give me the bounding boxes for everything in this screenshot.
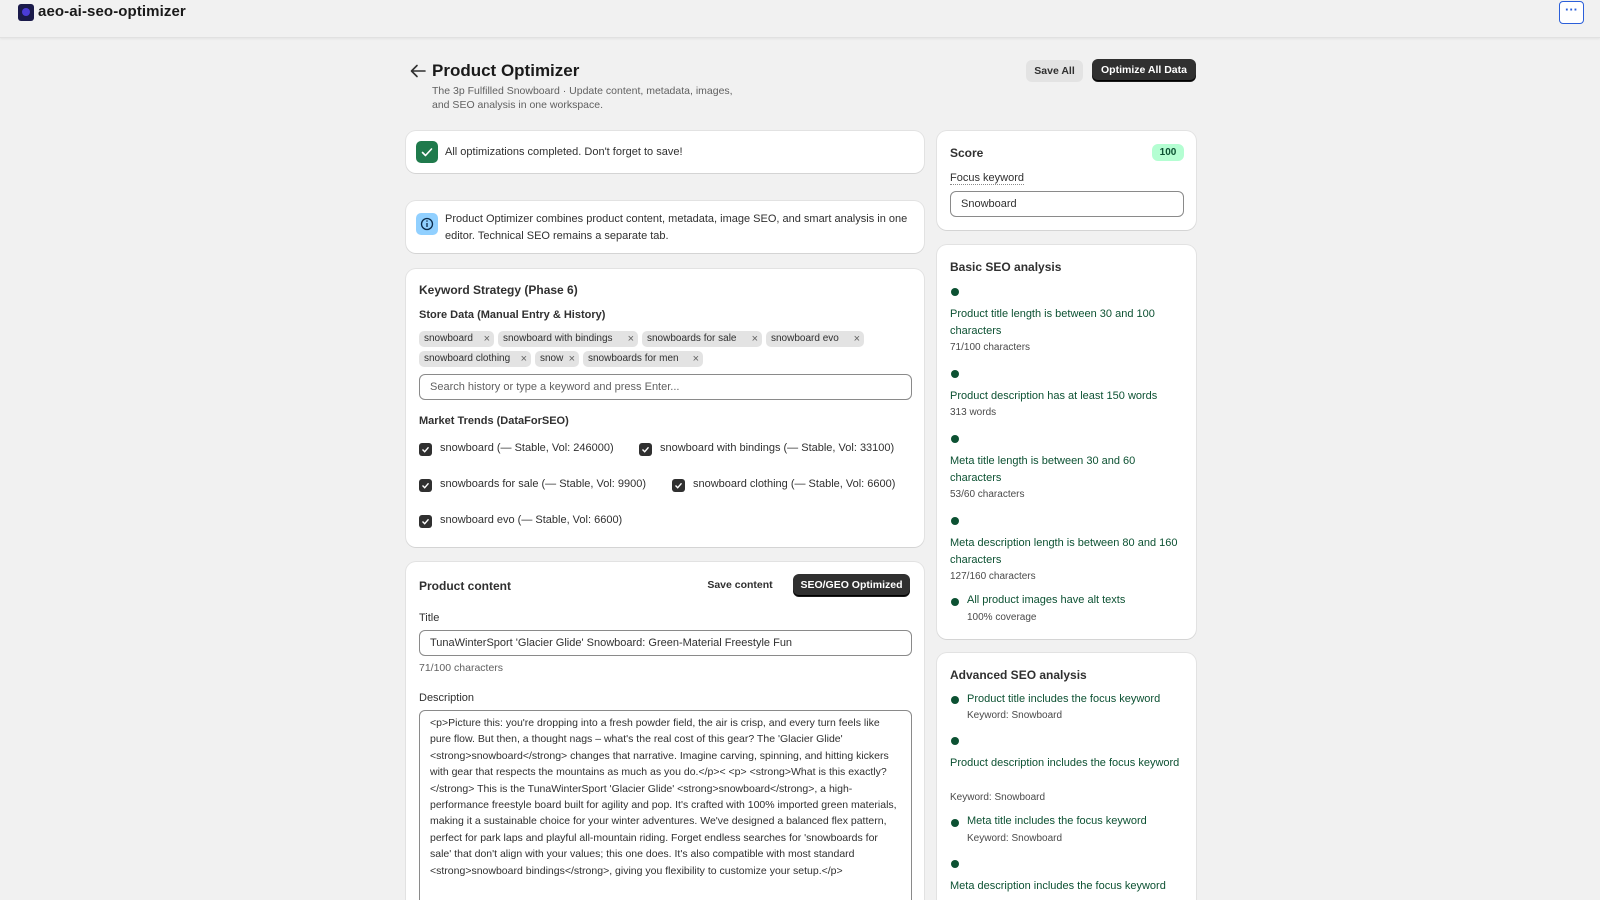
optimize-all-data-button[interactable]: Optimize All Data xyxy=(1092,59,1196,81)
keyword-strategy-card xyxy=(406,269,924,547)
app-name: aeo-ai-seo-optimizer xyxy=(38,3,186,20)
pass-status-icon xyxy=(951,435,959,443)
product-content-card xyxy=(406,562,924,900)
seo-check-detail: 100% coverage xyxy=(967,612,1037,623)
score-card xyxy=(937,131,1196,230)
seo-check-detail: 127/160 characters xyxy=(950,571,1036,582)
back-arrow-icon[interactable] xyxy=(410,64,426,78)
title-input[interactable]: TunaWinterSport 'Glacier Glide' Snowboard: Green-Material Freestyle Fun xyxy=(419,630,912,656)
pass-status-icon xyxy=(951,819,959,827)
seo-check-title: Meta description includes the focus keyword xyxy=(950,880,1166,892)
save-content-button[interactable]: Save content xyxy=(707,579,773,591)
trend-label: snowboard evo (— Stable, Vol: 6600) xyxy=(440,514,623,526)
score-title: Score xyxy=(950,146,984,160)
focus-keyword-label: Focus keyword xyxy=(950,172,1024,184)
trend-checkbox[interactable] xyxy=(419,515,432,528)
app-logo-icon xyxy=(18,4,34,21)
seo-check-title: Meta description length is between 80 and 160 characters xyxy=(950,537,1178,566)
keyword-chip: snowboards for sale × xyxy=(642,331,762,347)
seo-check-title: Meta title length is between 30 and 60 characters xyxy=(950,455,1136,484)
trend-checkbox[interactable] xyxy=(672,479,685,492)
keyword-chip: snowboard evo × xyxy=(766,331,864,347)
pass-status-icon xyxy=(951,288,959,296)
keyword-chip: snowboard with bindings × xyxy=(498,331,638,347)
trend-label: snowboard (— Stable, Vol: 246000) xyxy=(440,442,614,454)
remove-chip-icon[interactable]: × xyxy=(568,353,575,365)
market-trends-title: Market Trends (DataForSEO) xyxy=(419,415,569,427)
success-banner xyxy=(406,131,924,173)
remove-chip-icon[interactable]: × xyxy=(692,353,699,365)
product-content-title: Product content xyxy=(419,579,511,593)
seo-check-detail: Keyword: Snowboard xyxy=(967,833,1063,844)
pass-status-icon xyxy=(951,517,959,525)
remove-chip-icon[interactable]: × xyxy=(483,333,490,345)
seo-check-title: Meta title includes the focus keyword xyxy=(967,815,1147,827)
seo-geo-optimized-button[interactable]: SEO/GEO Optimized xyxy=(793,574,910,596)
remove-chip-icon[interactable]: × xyxy=(627,333,634,345)
advanced-seo-card xyxy=(937,653,1196,900)
seo-check-detail: Keyword: Snowboard xyxy=(950,792,1046,803)
info-banner xyxy=(406,201,924,253)
keyword-chip: snowboard clothing × xyxy=(419,351,531,367)
description-field-label: Description xyxy=(419,692,475,704)
trend-checkbox[interactable] xyxy=(419,443,432,456)
more-actions-button[interactable]: ··· xyxy=(1559,1,1584,24)
page-title: Product Optimizer xyxy=(432,61,580,80)
pass-status-icon xyxy=(951,696,959,704)
seo-check-title: Product description includes the focus keyword xyxy=(950,757,1180,769)
keyword-chip: snowboard × xyxy=(419,331,494,347)
seo-check-detail: 71/100 characters xyxy=(950,342,1031,353)
remove-chip-icon[interactable]: × xyxy=(853,333,860,345)
keyword-chip: snow × xyxy=(535,351,579,367)
seo-check-detail: 53/60 characters xyxy=(950,489,1025,500)
keyword-chip: snowboards for men × xyxy=(583,351,703,367)
trend-label: snowboard clothing (— Stable, Vol: 6600) xyxy=(693,478,896,490)
seo-check-title: Product title includes the focus keyword xyxy=(967,693,1161,705)
save-all-button[interactable]: Save All xyxy=(1026,60,1083,82)
pass-status-icon xyxy=(951,598,959,606)
basic-seo-card xyxy=(937,245,1196,639)
info-icon xyxy=(416,213,438,235)
seo-check-detail: Keyword: Snowboard xyxy=(967,710,1063,721)
focus-keyword-input[interactable]: Snowboard xyxy=(950,191,1184,217)
pass-status-icon xyxy=(951,860,959,868)
trend-checkbox[interactable] xyxy=(639,443,652,456)
title-char-count: 71/100 characters xyxy=(419,662,504,674)
trend-label: snowboards for sale (— Stable, Vol: 9900) xyxy=(440,478,647,490)
page-subtitle: The 3p Fulfilled Snowboard · Update content, metadata, images, and SEO analysis in one workspace. xyxy=(432,85,733,111)
success-message: All optimizations completed. Don't forget to save! xyxy=(445,146,683,158)
title-field-label: Title xyxy=(419,612,440,624)
score-badge: 100 xyxy=(1152,144,1184,161)
app-top-bar xyxy=(0,0,1600,38)
remove-chip-icon[interactable]: × xyxy=(520,353,527,365)
seo-check-detail: 313 words xyxy=(950,407,997,418)
trend-label: snowboard with bindings (— Stable, Vol: 33100) xyxy=(660,442,895,454)
description-textarea[interactable]: <p>Picture this: you're dropping into a fresh powder field, the air is crisp, and every turn feels like pure flow. But then, a thought nags – what's the real cost of this gear? The 'Glacier Glide' <strong>snowboard</strong> changes that narrative. Imagine carving, spinning, and hitting kickers with gear that respects the mountains as much as you do.</p>< <p> <strong>What is this exactly?</strong> This is the TunaWinterSport 'Glacier Glide' <strong>snowboard</strong>, a high-performance freestyle board built for agility and pop. It's crafted with 100% imported green materials, making it a sustainable choice for your winter adventures. We've designed a balanced flex pattern, perfect for park laps and playful all-mountain riding. Forget endless searches for 'snowboards for sale' that don't align with your values; this one does. It's also compatible with most standard <strong>snowboard bindings</strong>, giving you flexibility to customize your setup.</p> xyxy=(419,710,912,900)
basic-seo-title: Basic SEO analysis xyxy=(950,260,1062,274)
seo-check-title: All product images have alt texts xyxy=(967,594,1126,606)
seo-check-title: Product title length is between 30 and 100 characters xyxy=(950,308,1155,337)
pass-status-icon xyxy=(951,370,959,378)
info-message: Product Optimizer combines product content, metadata, image SEO, and smart analysis in one editor. Technical SEO remains a separate tab. xyxy=(445,213,908,242)
seo-check-title: Product description has at least 150 words xyxy=(950,390,1158,402)
pass-status-icon xyxy=(951,737,959,745)
remove-chip-icon[interactable]: × xyxy=(751,333,758,345)
trend-checkbox[interactable] xyxy=(419,479,432,492)
keyword-strategy-title: Keyword Strategy (Phase 6) xyxy=(419,283,578,297)
store-data-title: Store Data (Manual Entry & History) xyxy=(419,309,606,321)
keyword-search-input[interactable]: Search history or type a keyword and press Enter... xyxy=(419,374,912,400)
advanced-seo-title: Advanced SEO analysis xyxy=(950,668,1087,682)
checkmark-icon xyxy=(416,141,438,163)
